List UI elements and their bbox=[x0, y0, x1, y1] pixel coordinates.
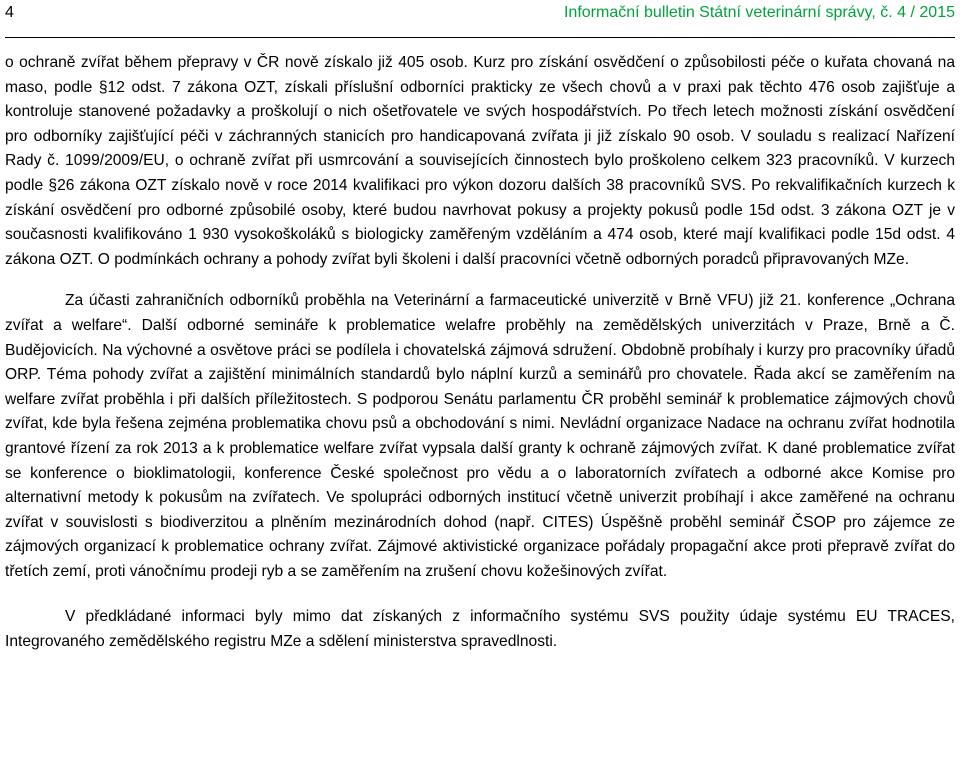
bulletin-title: Informační bulletin Státní veterinární správy, č. 4 / 2015 bbox=[563, 4, 955, 21]
page-header bbox=[5, 0, 955, 38]
page-number: 4 bbox=[5, 4, 14, 21]
paragraph-training: o ochraně zvířat během přepravy v ČR nově získalo již 405 osob. Kurz pro získání osvědčení o způsobilosti péče o kuřata chovaná na maso, podle §12 odst. 7 zákona OZT, získali příslušní odborníci prakticky ze všech chovů a v praxi pak těchto 476 osob zajišťuje a kontroluje stanovené požadavky a proškolují o nich ošetřovatele ve svých hospodářstvích. Po třech letech možnosti získání osvědčení pro odborníky zajišťující péči v záchranných stanicích pro handicapovaná zvířata ji již získalo 90 osob. V souladu s realizací Nařízení Rady č. 1099/2009/EU, o ochraně zvířat při usmrcování a souvisejících činnostech bylo proškoleno celkem 323 pracovníků. V kurzech podle §26 zákona OZT získalo nově v roce 2014 kvalifikaci pro výkon dozoru dalších 38 pracovníků SVS. Po rekvalifikačních kurzech k získání osvědčení pro odborné způsobilé osoby, které budou navrhovat pokusy a projekty pokusů podle 15d odst. 3 zákona OZT je v současnosti kvalifikováno 1 930 vysokoškoláků s biologicky zaměřeným vzděláním a 474 osob, které mají kvalifikaci podle 15d odst. 4 zákona OZT. O podmínkách ochrany a pohody zvířat byli školeni i další pracovníci včetně odborných poradců připravovaných MZe. bbox=[5, 54, 955, 268]
paragraph-sources: V předkládané informaci byly mimo dat získaných z informačního systému SVS použity údaje systému EU TRACES, Integrovaného zemědělského registru MZe a sdělení ministerstva spravedlnosti. bbox=[5, 608, 955, 651]
body-text bbox=[5, 51, 955, 655]
document-page bbox=[5, 0, 955, 655]
paragraph-conferences: Za účasti zahraničních odborníků proběhla na Veterinární a farmaceutické univerzitě v Brně VFU) již 21. konference „Ochrana zvířat a welfare“. Další odborné semináře k problematice welafre proběhly na zemědělských univerzitách v Praze, Brně a Č. Budějovicích. Na výchovné a osvětove práci se podílela i chovatelská zájmová sdružení. Obdobně probíhaly i kurzy pro pracovníky úřadů ORP. Téma pohody zvířat a zajištění minimálních standardů bylo náplní kurzů a seminářů pro chovatele. Řada akcí se zaměřením na welfare zvířat proběhla i při dalších příležitostech. S podporou Senátu parlamentu ČR proběhl seminář k problematice zájmových chovů zvířat, kde byla řešena zejména problematika chovu psů a obchodování s nimi. Nevládní organizace Nadace na ochranu zvířat hodnotila grantové řízení za rok 2013 a k problematice welfare zvířat vypsala další granty k ochraně zájmových zvířat. K dané problematice zvířat se konference o bioklimatologii, konference České společnost pro vědu a o laboratorních zvířatech a odborné akce Komise pro alternativní metody k pokusům na zvířatech. Ve spolupráci odborných institucí včetně univerzit probíhají i akce zaměřené na ochranu zvířat v souvislosti s biodiverzitou a plněním mezinárodních dohod (např. CITES) Úspěšně proběhl seminář ČSOP pro zájemce ze zájmových organizací k problematice ochrany zvířat. Zájmové aktivistické organizace pořádaly propagační akce proti přepravě zvířat do třetích zemí, proti vánočnímu prodeji ryb a se zaměřením na zrušení chovu kožešinových zvířat. bbox=[5, 292, 955, 580]
